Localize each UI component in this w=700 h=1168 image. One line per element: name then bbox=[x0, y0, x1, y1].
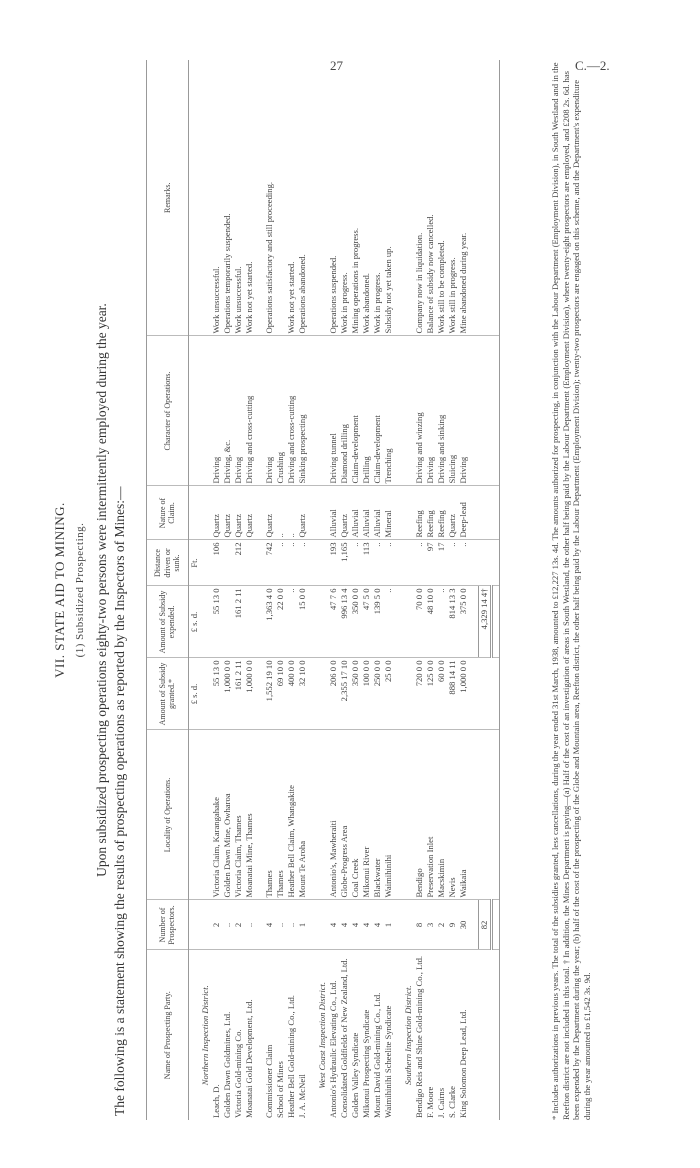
cell-granted: 60 0 0 bbox=[436, 658, 447, 730]
cell-granted: 350 0 0 bbox=[350, 658, 361, 730]
cell-expended: 47 7 6 bbox=[328, 586, 339, 658]
cell-expended: 375 0 0 bbox=[458, 586, 469, 658]
cell-number: 3 bbox=[425, 900, 436, 950]
cell-character: Diamond drilling bbox=[339, 336, 350, 486]
cell-claim: Mineral bbox=[383, 486, 394, 540]
unit-distance: Ft. bbox=[188, 540, 200, 586]
cell-locality: Victoria Claim, Thames bbox=[233, 730, 244, 900]
cell-distance: .. bbox=[275, 540, 286, 586]
cell-number: .. bbox=[286, 900, 297, 950]
table-row bbox=[339, 60, 350, 1120]
spacer-row bbox=[308, 60, 317, 1120]
cell-character: Claim-development bbox=[350, 336, 361, 486]
cell-locality: Bendigo bbox=[414, 730, 425, 900]
table-row bbox=[361, 60, 372, 1120]
region-label: Northern Inspection District. bbox=[199, 985, 210, 1086]
cell-distance: .. bbox=[458, 540, 469, 586]
cell-locality: Moanatai Mine, Thames bbox=[244, 730, 255, 900]
table-row bbox=[233, 60, 244, 1120]
cell-distance: .. bbox=[447, 540, 458, 586]
cell-distance: .. bbox=[350, 540, 361, 586]
cell-remarks: Work abandoned. bbox=[361, 60, 372, 336]
cell-expended: .. bbox=[383, 586, 394, 658]
region-label: Southern Inspection District. bbox=[402, 985, 413, 1086]
cell-character: Crushing bbox=[275, 336, 286, 486]
table-end-rule bbox=[491, 60, 499, 1120]
cell-granted: 100 0 0 bbox=[361, 658, 372, 730]
cell-granted: 2,355 17 10 bbox=[339, 658, 350, 730]
table-row bbox=[350, 60, 361, 1120]
cell-remarks: Subsidy not yet taken up. bbox=[383, 60, 394, 336]
cell-claim: Quartz bbox=[264, 486, 275, 540]
cell-locality: Antonio's, Mawheraiti bbox=[328, 730, 339, 900]
cell-party: J. Cairns bbox=[435, 1087, 446, 1118]
units-row bbox=[188, 60, 200, 1120]
cell-distance: 113 bbox=[361, 540, 372, 586]
table-row bbox=[372, 60, 383, 1120]
table-row bbox=[297, 60, 308, 1120]
cell-granted: 1,552 19 10 bbox=[264, 658, 275, 730]
cell-expended: 161 2 11 bbox=[233, 586, 244, 658]
unit-expended: £ s. d. bbox=[188, 586, 200, 658]
cell-expended bbox=[244, 586, 255, 658]
cell-character: Driving and cross-cutting bbox=[244, 336, 255, 486]
cell-locality: Coal Creek bbox=[350, 730, 361, 900]
cell-number: .. bbox=[222, 900, 233, 950]
cell-character: Driving tunnel bbox=[328, 336, 339, 486]
table-row bbox=[286, 60, 297, 1120]
cell-remarks: Work in progress. bbox=[372, 60, 383, 336]
cell-party: Moanatai Gold Development, Ltd. bbox=[243, 999, 254, 1118]
cell-granted: 1,000 0 0 bbox=[244, 658, 255, 730]
cell-party: F. Moore bbox=[424, 1086, 435, 1118]
cell-distance: 97 bbox=[425, 540, 436, 586]
cell-number: .. bbox=[244, 900, 255, 950]
cell-character: Sinking prospecting bbox=[297, 336, 308, 486]
table-header-row bbox=[147, 60, 189, 1120]
rotated-page-content bbox=[52, 60, 607, 1120]
cell-distance: .. bbox=[286, 540, 297, 586]
cell-number: 4 bbox=[350, 900, 361, 950]
cell-expended: 814 13 3 bbox=[447, 586, 458, 658]
cell-distance: 17 bbox=[436, 540, 447, 586]
cell-expended: 350 0 0 bbox=[350, 586, 361, 658]
cell-character: Driving and cross-cutting bbox=[286, 336, 297, 486]
cell-remarks: Operations satisfactory and still proceeding. bbox=[264, 60, 275, 336]
cell-party: Mount David Gold-mining Co., Ltd. bbox=[371, 992, 382, 1118]
cell-granted: 206 0 0 bbox=[328, 658, 339, 730]
cell-party: Antonio's Hydraulic Elevating Co., Ltd. bbox=[327, 980, 338, 1118]
cell-party: Victoria Gold-mining Co. bbox=[232, 1029, 243, 1118]
cell-party: Mikonui Prospecting Syndicate bbox=[360, 1009, 371, 1118]
cell-character: Drilling bbox=[361, 336, 372, 486]
cell-granted: 888 14 11 bbox=[447, 658, 458, 730]
cell-expended: 55 13 0 bbox=[211, 586, 222, 658]
cell-number: 2 bbox=[436, 900, 447, 950]
region-row bbox=[317, 60, 328, 1120]
cell-expended: 139 5 0 bbox=[372, 586, 383, 658]
cell-distance: .. bbox=[297, 540, 308, 586]
cell-party: Consolidated Goldfields of New Zealand, Ltd. bbox=[338, 958, 349, 1118]
cell-claim: Quartz bbox=[211, 486, 222, 540]
table-body bbox=[188, 60, 499, 1120]
cell-locality: Macskimin bbox=[436, 730, 447, 900]
header-distance: Distance driven or sunk. bbox=[147, 540, 189, 586]
cell-party: Heather Bell Gold-mining Co., Ltd. bbox=[285, 995, 296, 1118]
cell-locality: Globe-Progress Area bbox=[339, 730, 350, 900]
table-row bbox=[264, 60, 275, 1120]
cell-remarks: Balance of subsidy now cancelled. bbox=[425, 60, 436, 336]
cell-expended: .. bbox=[286, 586, 297, 658]
cell-distance bbox=[222, 540, 233, 586]
cell-character: Trenching bbox=[383, 336, 394, 486]
cell-character: Sluicing bbox=[447, 336, 458, 486]
cell-granted: 25 0 0 bbox=[383, 658, 394, 730]
cell-remarks: Work not yet started. bbox=[244, 60, 255, 336]
cell-locality: Preservation Inlet bbox=[425, 730, 436, 900]
cell-number: 4 bbox=[372, 900, 383, 950]
cell-locality: Waikaia bbox=[458, 730, 469, 900]
cell-expended: 48 10 0 bbox=[425, 586, 436, 658]
section-title: VII. STATE AID TO MINING. bbox=[52, 502, 67, 678]
intro-line-2: The following is a statement showing the results of prospecting operations as reported by the Inspectors of Mines:— bbox=[112, 486, 127, 1116]
cell-granted: 161 2 11 bbox=[233, 658, 244, 730]
cell-distance: 193 bbox=[328, 540, 339, 586]
cell-party: S. Clarke bbox=[446, 1086, 457, 1118]
table-row bbox=[447, 60, 458, 1120]
cell-remarks: Operations abandoned. bbox=[297, 60, 308, 336]
cell-claim: Reefing bbox=[436, 486, 447, 540]
cell-number: 4 bbox=[264, 900, 275, 950]
region-label: West Coast Inspection District. bbox=[316, 981, 327, 1089]
cell-expended: 1,363 4 0 bbox=[264, 586, 275, 658]
cell-claim: Quartz bbox=[297, 486, 308, 540]
prospecting-table bbox=[146, 60, 500, 1120]
table-row bbox=[383, 60, 394, 1120]
table-row bbox=[414, 60, 425, 1120]
cell-number: .. bbox=[275, 900, 286, 950]
cell-distance: 106 bbox=[211, 540, 222, 586]
cell-expended: 22 0 0 bbox=[275, 586, 286, 658]
cell-granted: 1,000 0 0 bbox=[222, 658, 233, 730]
cell-locality: Blackwater bbox=[372, 730, 383, 900]
cell-party: Golden Dawn Goldmines, Ltd. bbox=[221, 1011, 232, 1118]
header-character: Character of Operations. bbox=[147, 336, 189, 486]
totals-row bbox=[478, 60, 491, 1120]
cell-number: 2 bbox=[233, 900, 244, 950]
region-row bbox=[403, 60, 414, 1120]
cell-claim: Quartz bbox=[222, 486, 233, 540]
region-row bbox=[200, 60, 211, 1120]
cell-character: Driving, &c. bbox=[222, 336, 233, 486]
cell-remarks: Work in progress. bbox=[339, 60, 350, 336]
cell-claim: Quartz bbox=[233, 486, 244, 540]
cell-number: 4 bbox=[328, 900, 339, 950]
cell-remarks bbox=[275, 60, 286, 336]
cell-party: J. A. McNeil bbox=[296, 1074, 307, 1118]
cell-character: Driving and sinking bbox=[436, 336, 447, 486]
cell-remarks: Work still to be completed. bbox=[436, 60, 447, 336]
cell-claim: Quartz bbox=[447, 486, 458, 540]
cell-character: Driving bbox=[458, 336, 469, 486]
header-expended: Amount of Subsidy expended. bbox=[147, 586, 189, 658]
cell-distance: 742 bbox=[264, 540, 275, 586]
cell-locality: Victoria Claim, Karangahake bbox=[211, 730, 222, 900]
cell-claim: .. bbox=[286, 486, 297, 540]
cell-locality: Waimihinihi bbox=[383, 730, 394, 900]
cell-granted: 1,000 0 0 bbox=[458, 658, 469, 730]
cell-granted: 250 0 0 bbox=[372, 658, 383, 730]
cell-claim: Deep-lead bbox=[458, 486, 469, 540]
table-row bbox=[436, 60, 447, 1120]
cell-character: Driving bbox=[425, 336, 436, 486]
spacer-row bbox=[469, 60, 479, 1120]
cell-remarks: Operations suspended. bbox=[328, 60, 339, 336]
subsection-title: (1) Subsidized Prospecting. bbox=[74, 522, 86, 658]
table-row bbox=[425, 60, 436, 1120]
cell-locality: Thames bbox=[264, 730, 275, 900]
cell-claim: Alluvial bbox=[350, 486, 361, 540]
cell-number: 30 bbox=[458, 900, 469, 950]
cell-distance: 212 bbox=[233, 540, 244, 586]
cell-locality: Mikonui River bbox=[361, 730, 372, 900]
header-locality: Locality of Operations. bbox=[147, 730, 189, 900]
header-claim: Nature of Claim. bbox=[147, 486, 189, 540]
cell-remarks: Company now in liquidation. bbox=[414, 60, 425, 336]
table-row bbox=[275, 60, 286, 1120]
cell-expended: 70 0 0 bbox=[414, 586, 425, 658]
cell-granted: 32 10 0 bbox=[297, 658, 308, 730]
intro-line-1: Upon subsidized prospecting operations eighty-two persons were intermittently employed during the year. bbox=[94, 303, 109, 877]
cell-party: Leach, D. bbox=[210, 1084, 221, 1118]
total-number: 82 bbox=[478, 900, 491, 950]
cell-remarks: Mine abandoned during year. bbox=[458, 60, 469, 336]
header-remarks: Remarks. bbox=[147, 60, 189, 336]
cell-locality: Nevis bbox=[447, 730, 458, 900]
cell-claim: Alluvial bbox=[328, 486, 339, 540]
cell-number: 4 bbox=[361, 900, 372, 950]
cell-distance: .. bbox=[372, 540, 383, 586]
cell-distance bbox=[244, 540, 255, 586]
table-row bbox=[222, 60, 233, 1120]
cell-party: Commissioner Claim bbox=[263, 1044, 274, 1118]
cell-number: 9 bbox=[447, 900, 458, 950]
cell-granted: 55 13 0 bbox=[211, 658, 222, 730]
spacer-row bbox=[255, 60, 264, 1120]
table-row bbox=[211, 60, 222, 1120]
cell-number: 1 bbox=[297, 900, 308, 950]
cell-character: Driving and winzing bbox=[414, 336, 425, 486]
cell-remarks: Operations temporarily suspended. bbox=[222, 60, 233, 336]
cell-granted: 125 0 0 bbox=[425, 658, 436, 730]
cell-expended bbox=[222, 586, 233, 658]
cell-character: Driving bbox=[264, 336, 275, 486]
cell-locality: Thames bbox=[275, 730, 286, 900]
cell-number: 2 bbox=[211, 900, 222, 950]
cell-granted: 720 0 0 bbox=[414, 658, 425, 730]
cell-remarks: Work still in progress. bbox=[447, 60, 458, 336]
cell-party: Waimihinihi Scheelite Syndicate bbox=[382, 1005, 393, 1118]
cell-expended: 47 5 0 bbox=[361, 586, 372, 658]
cell-locality: Heather Bell Claim, Whangakite bbox=[286, 730, 297, 900]
cell-expended: .. bbox=[436, 586, 447, 658]
table-row bbox=[244, 60, 255, 1120]
cell-remarks: Mining operations in progress. bbox=[350, 60, 361, 336]
cell-number: 4 bbox=[339, 900, 350, 950]
cell-party: Bendigo Reis and Shine Gold-mining Co., Ltd. bbox=[413, 955, 424, 1118]
cell-claim: .. bbox=[275, 486, 286, 540]
header-granted: Amount of Subsidy granted.* bbox=[147, 658, 189, 730]
cell-party: School of Mines bbox=[274, 1061, 285, 1118]
table-row bbox=[328, 60, 339, 1120]
page-code: C.—2. bbox=[575, 58, 610, 73]
cell-locality: Mount Te Aroha bbox=[297, 730, 308, 900]
footnote: * Includes authorizations in previous years. The total of the subsidies granted, less cancellations, during the year ended 31st March, 1938, amounted to £12,227 13s. 4d. The amounts authorized for prospecting, in conjunction with the Labour Department (Employment Division), in South Westland and in the Reefton district are not included in this total. † In addition, the Mines Department is paying—(a) Half of the cost of an investigation of areas in South Westland, the other half being paid by the Labour Department (Employment Division), where twenty-eight prospectors are employed, and £208 2s. 6d. has been expended by the Department during the year; (b) half of the cost of the prospecting of the Globe and Mountain area, Reefton district, the other half being paid by the Labour Department (Employment Division); twenty-two prospectors are engaged on this scheme, and the Department's expenditure during the year amounted to £1,542 3s. 9d. bbox=[550, 62, 592, 1120]
cell-distance: .. bbox=[383, 540, 394, 586]
table-row bbox=[458, 60, 469, 1120]
cell-number: 8 bbox=[414, 900, 425, 950]
cell-number: 1 bbox=[383, 900, 394, 950]
cell-granted: 69 10 0 bbox=[275, 658, 286, 730]
cell-remarks: Work unsuccessful. bbox=[233, 60, 244, 336]
page-number: 27 bbox=[330, 58, 343, 73]
cell-party: King Solomon Deep Lead, Ltd. bbox=[457, 1009, 468, 1118]
cell-distance: 1,165 bbox=[339, 540, 350, 586]
cell-character: Claim-development bbox=[372, 336, 383, 486]
spacer-row bbox=[394, 60, 403, 1120]
cell-expended: 996 13 4 bbox=[339, 586, 350, 658]
cell-character: Driving bbox=[233, 336, 244, 486]
cell-claim: Quartz bbox=[339, 486, 350, 540]
cell-claim: Reefing bbox=[425, 486, 436, 540]
cell-claim: Quartz bbox=[244, 486, 255, 540]
cell-remarks: Work not yet started. bbox=[286, 60, 297, 336]
total-expended: 4,329 14 4† bbox=[478, 586, 491, 658]
header-party: Name of Prospecting Party. bbox=[147, 950, 189, 1120]
cell-claim: Reefing bbox=[414, 486, 425, 540]
cell-granted: 400 0 0 bbox=[286, 658, 297, 730]
cell-claim: Alluvial bbox=[361, 486, 372, 540]
cell-expended: 15 0 0 bbox=[297, 586, 308, 658]
header-number: Number of Prospectors. bbox=[147, 900, 189, 950]
cell-party: Golden Valley Syndicate bbox=[349, 1032, 360, 1118]
cell-distance: .. bbox=[414, 540, 425, 586]
cell-remarks: Work unsuccessful. bbox=[211, 60, 222, 336]
cell-locality: Golden Dawn Mine, Owharoa bbox=[222, 730, 233, 900]
cell-claim: Alluvial bbox=[372, 486, 383, 540]
unit-granted: £ s. d. bbox=[188, 658, 200, 730]
cell-character: Driving bbox=[211, 336, 222, 486]
